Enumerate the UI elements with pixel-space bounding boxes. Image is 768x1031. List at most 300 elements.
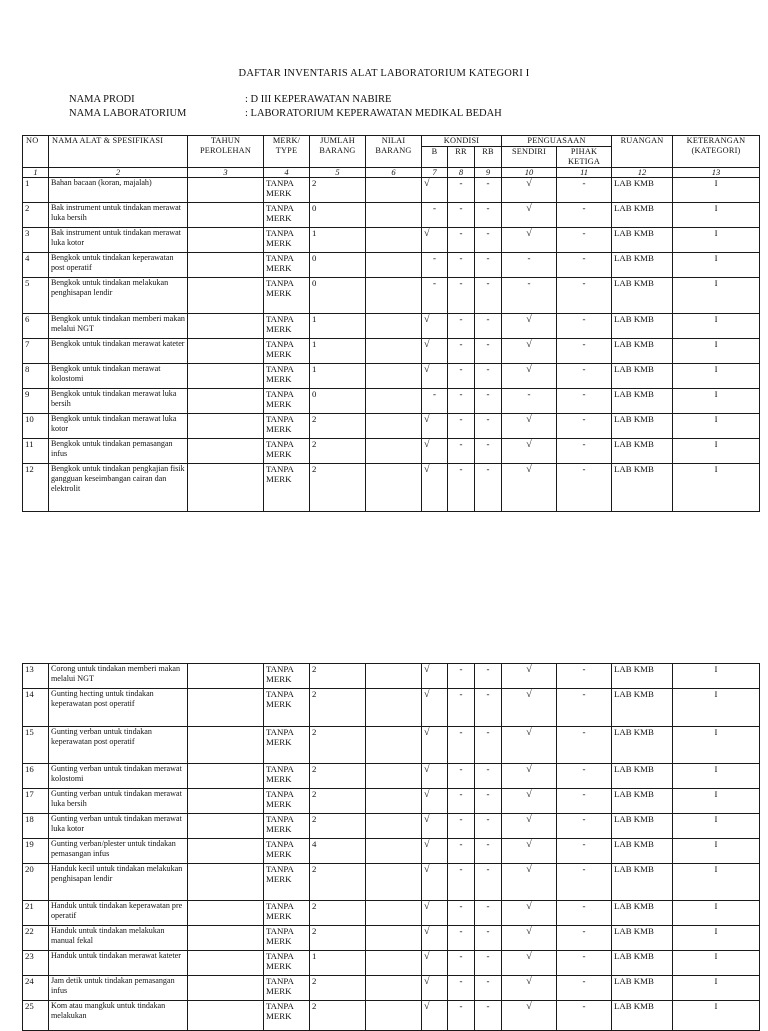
item-name: Bengkok untuk tindakan keperawatan post operatif xyxy=(49,253,188,278)
item-value xyxy=(366,864,422,901)
acquisition-year xyxy=(188,228,264,253)
header-ownership: PENGUASAAN xyxy=(502,136,612,147)
brand-type: TANPA MERK xyxy=(264,764,310,789)
ownership-third-party: - xyxy=(557,814,612,839)
item-quantity: 2 xyxy=(310,689,366,727)
room-name: LAB KMB xyxy=(612,764,673,789)
acquisition-year xyxy=(188,951,264,976)
header-year: TAHUN PEROLEHAN xyxy=(188,136,264,168)
room-name: LAB KMB xyxy=(612,203,673,228)
brand-type: TANPA MERK xyxy=(264,839,310,864)
ownership-self: √ xyxy=(502,951,557,976)
item-value xyxy=(366,976,422,1001)
acquisition-year xyxy=(188,314,264,339)
acquisition-year xyxy=(188,976,264,1001)
column-number: 2 xyxy=(49,168,188,178)
item-value xyxy=(366,203,422,228)
condition-b: - xyxy=(422,203,448,228)
item-value xyxy=(366,1001,422,1031)
ownership-self: √ xyxy=(502,439,557,464)
row-number: 16 xyxy=(23,764,49,789)
header-cond-rb: RB xyxy=(475,147,502,168)
condition-b: - xyxy=(422,253,448,278)
item-quantity: 2 xyxy=(310,414,366,439)
acquisition-year xyxy=(188,389,264,414)
ownership-third-party: - xyxy=(557,253,612,278)
condition-rb: - xyxy=(475,464,502,512)
ownership-self: √ xyxy=(502,339,557,364)
acquisition-year xyxy=(188,901,264,926)
row-number: 7 xyxy=(23,339,49,364)
acquisition-year xyxy=(188,364,264,389)
condition-rb: - xyxy=(475,976,502,1001)
ownership-self: √ xyxy=(502,178,557,203)
condition-rb: - xyxy=(475,364,502,389)
category-note: I xyxy=(673,253,760,278)
ownership-self: √ xyxy=(502,926,557,951)
item-name: Bengkok untuk tindakan pemasangan infus xyxy=(49,439,188,464)
table-row xyxy=(23,901,760,926)
row-number: 17 xyxy=(23,789,49,814)
brand-type: TANPA MERK xyxy=(264,689,310,727)
table-row xyxy=(23,414,760,439)
item-value xyxy=(366,178,422,203)
item-quantity: 2 xyxy=(310,864,366,901)
item-quantity: 2 xyxy=(310,439,366,464)
ownership-self: √ xyxy=(502,814,557,839)
condition-rr: - xyxy=(448,278,475,314)
condition-rr: - xyxy=(448,764,475,789)
acquisition-year xyxy=(188,439,264,464)
table-row xyxy=(23,228,760,253)
brand-type: TANPA MERK xyxy=(264,926,310,951)
table-row xyxy=(23,439,760,464)
ownership-third-party: - xyxy=(557,951,612,976)
acquisition-year xyxy=(188,664,264,689)
header-cond-b: B xyxy=(422,147,448,168)
table-row xyxy=(23,839,760,864)
category-note: I xyxy=(673,689,760,727)
condition-rr: - xyxy=(448,689,475,727)
row-number: 9 xyxy=(23,389,49,414)
brand-type: TANPA MERK xyxy=(264,976,310,1001)
row-number: 10 xyxy=(23,414,49,439)
brand-type: TANPA MERK xyxy=(264,414,310,439)
item-name: Gunting verban untuk tindakan merawat luka bersih xyxy=(49,789,188,814)
brand-type: TANPA MERK xyxy=(264,664,310,689)
category-note: I xyxy=(673,764,760,789)
condition-rb: - xyxy=(475,278,502,314)
row-number: 13 xyxy=(23,664,49,689)
item-value xyxy=(366,364,422,389)
column-number: 8 xyxy=(448,168,475,178)
table-row xyxy=(23,464,760,512)
ownership-third-party: - xyxy=(557,1001,612,1031)
item-quantity: 2 xyxy=(310,764,366,789)
condition-rb: - xyxy=(475,228,502,253)
ownership-self: √ xyxy=(502,414,557,439)
room-name: LAB KMB xyxy=(612,314,673,339)
room-name: LAB KMB xyxy=(612,389,673,414)
row-number: 2 xyxy=(23,203,49,228)
table-row xyxy=(23,814,760,839)
ownership-third-party: - xyxy=(557,976,612,1001)
ownership-third-party: - xyxy=(557,764,612,789)
category-note: I xyxy=(673,464,760,512)
condition-b: √ xyxy=(422,839,448,864)
room-name: LAB KMB xyxy=(612,664,673,689)
condition-rb: - xyxy=(475,864,502,901)
row-number: 6 xyxy=(23,314,49,339)
room-name: LAB KMB xyxy=(612,178,673,203)
condition-b: √ xyxy=(422,689,448,727)
header-qty: JUMLAH BARANG xyxy=(310,136,366,168)
item-name: Gunting verban untuk tindakan keperawatan post operatif xyxy=(49,727,188,764)
item-name: Bengkok untuk tindakan pengkajian fisik gangguan keseimbangan cairan dan elektrolit xyxy=(49,464,188,512)
room-name: LAB KMB xyxy=(612,789,673,814)
category-note: I xyxy=(673,951,760,976)
brand-type: TANPA MERK xyxy=(264,339,310,364)
room-name: LAB KMB xyxy=(612,414,673,439)
ownership-third-party: - xyxy=(557,664,612,689)
item-value xyxy=(366,314,422,339)
item-name: Handuk untuk tindakan merawat kateter xyxy=(49,951,188,976)
item-quantity: 2 xyxy=(310,901,366,926)
acquisition-year xyxy=(188,764,264,789)
table-row xyxy=(23,203,760,228)
acquisition-year xyxy=(188,278,264,314)
item-quantity: 2 xyxy=(310,926,366,951)
ownership-third-party: - xyxy=(557,789,612,814)
inventory-table-page-1 xyxy=(22,135,760,512)
table-row xyxy=(23,339,760,364)
column-number: 13 xyxy=(673,168,760,178)
category-note: I xyxy=(673,228,760,253)
item-value xyxy=(366,389,422,414)
condition-rr: - xyxy=(448,864,475,901)
condition-b: √ xyxy=(422,814,448,839)
room-name: LAB KMB xyxy=(612,839,673,864)
ownership-self: - xyxy=(502,253,557,278)
header-own-third: PIHAK KETIGA xyxy=(557,147,612,168)
item-quantity: 2 xyxy=(310,814,366,839)
condition-rr: - xyxy=(448,203,475,228)
column-number: 12 xyxy=(612,168,673,178)
row-number: 23 xyxy=(23,951,49,976)
condition-rb: - xyxy=(475,414,502,439)
table-row xyxy=(23,1001,760,1031)
brand-type: TANPA MERK xyxy=(264,727,310,764)
ownership-self: √ xyxy=(502,1001,557,1031)
ownership-third-party: - xyxy=(557,839,612,864)
condition-rb: - xyxy=(475,314,502,339)
condition-rb: - xyxy=(475,727,502,764)
condition-rr: - xyxy=(448,926,475,951)
brand-type: TANPA MERK xyxy=(264,464,310,512)
item-quantity: 2 xyxy=(310,464,366,512)
room-name: LAB KMB xyxy=(612,689,673,727)
ownership-self: √ xyxy=(502,976,557,1001)
category-note: I xyxy=(673,439,760,464)
table-row xyxy=(23,253,760,278)
condition-rr: - xyxy=(448,464,475,512)
item-name: Bahan bacaan (koran, majalah) xyxy=(49,178,188,203)
info-label: NAMA PRODI xyxy=(69,94,135,105)
acquisition-year xyxy=(188,864,264,901)
condition-rb: - xyxy=(475,951,502,976)
table-row xyxy=(23,389,760,414)
condition-rr: - xyxy=(448,253,475,278)
table-row xyxy=(23,664,760,689)
row-number: 1 xyxy=(23,178,49,203)
room-name: LAB KMB xyxy=(612,439,673,464)
condition-b: - xyxy=(422,278,448,314)
condition-rr: - xyxy=(448,951,475,976)
condition-b: √ xyxy=(422,976,448,1001)
item-quantity: 4 xyxy=(310,839,366,864)
item-value xyxy=(366,464,422,512)
ownership-third-party: - xyxy=(557,339,612,364)
document-title: DAFTAR INVENTARIS ALAT LABORATORIUM KATEGORI I xyxy=(238,68,530,79)
info-line-laboratorium xyxy=(69,108,502,119)
header-room: RUANGAN xyxy=(612,136,673,168)
category-note: I xyxy=(673,926,760,951)
condition-b: √ xyxy=(422,314,448,339)
acquisition-year xyxy=(188,839,264,864)
condition-rb: - xyxy=(475,1001,502,1031)
condition-rb: - xyxy=(475,689,502,727)
item-value xyxy=(366,253,422,278)
item-quantity: 1 xyxy=(310,314,366,339)
brand-type: TANPA MERK xyxy=(264,178,310,203)
acquisition-year xyxy=(188,789,264,814)
condition-rb: - xyxy=(475,253,502,278)
condition-rb: - xyxy=(475,926,502,951)
column-number: 4 xyxy=(264,168,310,178)
item-name: Bengkok untuk tindakan melakukan penghisapan lendir xyxy=(49,278,188,314)
category-note: I xyxy=(673,364,760,389)
row-number: 5 xyxy=(23,278,49,314)
ownership-third-party: - xyxy=(557,727,612,764)
item-quantity: 2 xyxy=(310,664,366,689)
row-number: 22 xyxy=(23,926,49,951)
room-name: LAB KMB xyxy=(612,864,673,901)
header-condition: KONDISI xyxy=(422,136,502,147)
room-name: LAB KMB xyxy=(612,1001,673,1031)
brand-type: TANPA MERK xyxy=(264,278,310,314)
room-name: LAB KMB xyxy=(612,951,673,976)
item-value xyxy=(366,789,422,814)
condition-b: √ xyxy=(422,414,448,439)
item-value xyxy=(366,664,422,689)
item-value xyxy=(366,339,422,364)
item-value xyxy=(366,901,422,926)
condition-rr: - xyxy=(448,839,475,864)
condition-b: √ xyxy=(422,864,448,901)
acquisition-year xyxy=(188,1001,264,1031)
ownership-third-party: - xyxy=(557,228,612,253)
ownership-third-party: - xyxy=(557,278,612,314)
item-value xyxy=(366,727,422,764)
acquisition-year xyxy=(188,727,264,764)
room-name: LAB KMB xyxy=(612,364,673,389)
ownership-self: √ xyxy=(502,901,557,926)
acquisition-year xyxy=(188,203,264,228)
ownership-self: √ xyxy=(502,228,557,253)
condition-b: √ xyxy=(422,727,448,764)
item-name: Bengkok untuk tindakan memberi makan melalui NGT xyxy=(49,314,188,339)
row-number: 18 xyxy=(23,814,49,839)
table-row xyxy=(23,789,760,814)
category-note: I xyxy=(673,414,760,439)
brand-type: TANPA MERK xyxy=(264,203,310,228)
brand-type: TANPA MERK xyxy=(264,389,310,414)
item-name: Bak instrument untuk tindakan merawat luka bersih xyxy=(49,203,188,228)
row-number: 14 xyxy=(23,689,49,727)
ownership-self: √ xyxy=(502,364,557,389)
row-number: 15 xyxy=(23,727,49,764)
item-quantity: 1 xyxy=(310,228,366,253)
ownership-self: √ xyxy=(502,764,557,789)
category-note: I xyxy=(673,339,760,364)
ownership-third-party: - xyxy=(557,389,612,414)
acquisition-year xyxy=(188,926,264,951)
condition-rr: - xyxy=(448,901,475,926)
room-name: LAB KMB xyxy=(612,464,673,512)
ownership-third-party: - xyxy=(557,414,612,439)
item-quantity: 0 xyxy=(310,253,366,278)
category-note: I xyxy=(673,901,760,926)
condition-rr: - xyxy=(448,664,475,689)
item-value xyxy=(366,439,422,464)
condition-b: √ xyxy=(422,228,448,253)
brand-type: TANPA MERK xyxy=(264,1001,310,1031)
condition-b: √ xyxy=(422,1001,448,1031)
brand-type: TANPA MERK xyxy=(264,364,310,389)
category-note: I xyxy=(673,203,760,228)
ownership-self: √ xyxy=(502,689,557,727)
header-own-self: SENDIRI xyxy=(502,147,557,168)
condition-b: √ xyxy=(422,789,448,814)
item-name: Kom atau mangkuk untuk tindakan melakukan xyxy=(49,1001,188,1031)
condition-rr: - xyxy=(448,789,475,814)
room-name: LAB KMB xyxy=(612,278,673,314)
item-quantity: 2 xyxy=(310,1001,366,1031)
table-row xyxy=(23,951,760,976)
condition-rr: - xyxy=(448,178,475,203)
item-name: Bak instrument untuk tindakan merawat luka kotor xyxy=(49,228,188,253)
row-number: 3 xyxy=(23,228,49,253)
room-name: LAB KMB xyxy=(612,814,673,839)
condition-rr: - xyxy=(448,314,475,339)
table-row xyxy=(23,364,760,389)
inventory-table-page-2 xyxy=(22,663,760,1031)
item-name: Handuk untuk tindakan melakukan manual fekal xyxy=(49,926,188,951)
item-quantity: 2 xyxy=(310,727,366,764)
item-name: Handuk untuk tindakan keperawatan pre operatif xyxy=(49,901,188,926)
ownership-third-party: - xyxy=(557,464,612,512)
item-name: Bengkok untuk tindakan merawat luka bersih xyxy=(49,389,188,414)
item-quantity: 0 xyxy=(310,203,366,228)
item-name: Gunting verban untuk tindakan merawat kolostomi xyxy=(49,764,188,789)
row-number: 25 xyxy=(23,1001,49,1031)
item-name: Bengkok untuk tindakan merawat luka kotor xyxy=(49,414,188,439)
column-number: 5 xyxy=(310,168,366,178)
condition-rr: - xyxy=(448,976,475,1001)
condition-rb: - xyxy=(475,178,502,203)
brand-type: TANPA MERK xyxy=(264,314,310,339)
column-number: 11 xyxy=(557,168,612,178)
column-number: 6 xyxy=(366,168,422,178)
room-name: LAB KMB xyxy=(612,926,673,951)
category-note: I xyxy=(673,839,760,864)
category-note: I xyxy=(673,1001,760,1031)
condition-rr: - xyxy=(448,414,475,439)
ownership-third-party: - xyxy=(557,178,612,203)
ownership-third-party: - xyxy=(557,901,612,926)
column-number: 3 xyxy=(188,168,264,178)
condition-b: √ xyxy=(422,764,448,789)
condition-rr: - xyxy=(448,727,475,764)
condition-rb: - xyxy=(475,901,502,926)
item-quantity: 1 xyxy=(310,339,366,364)
ownership-third-party: - xyxy=(557,689,612,727)
item-name: Gunting hecting untuk tindakan keperawatan post operatif xyxy=(49,689,188,727)
acquisition-year xyxy=(188,464,264,512)
ownership-self: √ xyxy=(502,664,557,689)
brand-type: TANPA MERK xyxy=(264,951,310,976)
item-name: Bengkok untuk tindakan merawat kateter xyxy=(49,339,188,364)
table-row xyxy=(23,864,760,901)
condition-rb: - xyxy=(475,839,502,864)
item-quantity: 0 xyxy=(310,278,366,314)
item-quantity: 1 xyxy=(310,951,366,976)
ownership-self: √ xyxy=(502,864,557,901)
item-name: Jam detik untuk tindakan pemasangan infus xyxy=(49,976,188,1001)
acquisition-year xyxy=(188,414,264,439)
ownership-self: √ xyxy=(502,464,557,512)
condition-b: √ xyxy=(422,901,448,926)
ownership-third-party: - xyxy=(557,864,612,901)
condition-b: - xyxy=(422,389,448,414)
condition-rb: - xyxy=(475,664,502,689)
table-row xyxy=(23,278,760,314)
brand-type: TANPA MERK xyxy=(264,901,310,926)
category-note: I xyxy=(673,314,760,339)
info-value: : LABORATORIUM KEPERAWATAN MEDIKAL BEDAH xyxy=(245,108,502,119)
room-name: LAB KMB xyxy=(612,253,673,278)
ownership-third-party: - xyxy=(557,926,612,951)
column-number: 9 xyxy=(475,168,502,178)
table-row xyxy=(23,727,760,764)
room-name: LAB KMB xyxy=(612,976,673,1001)
condition-rr: - xyxy=(448,814,475,839)
condition-rb: - xyxy=(475,203,502,228)
row-number: 11 xyxy=(23,439,49,464)
header-brand: MERK/ TYPE xyxy=(264,136,310,168)
acquisition-year xyxy=(188,178,264,203)
ownership-self: - xyxy=(502,389,557,414)
condition-rb: - xyxy=(475,439,502,464)
condition-b: √ xyxy=(422,464,448,512)
item-value xyxy=(366,414,422,439)
acquisition-year xyxy=(188,253,264,278)
brand-type: TANPA MERK xyxy=(264,864,310,901)
condition-rr: - xyxy=(448,1001,475,1031)
condition-rb: - xyxy=(475,389,502,414)
header-note: KETERANGAN (KATEGORI) xyxy=(673,136,760,168)
item-name: Gunting verban/plester untuk tindakan pemasangan infus xyxy=(49,839,188,864)
